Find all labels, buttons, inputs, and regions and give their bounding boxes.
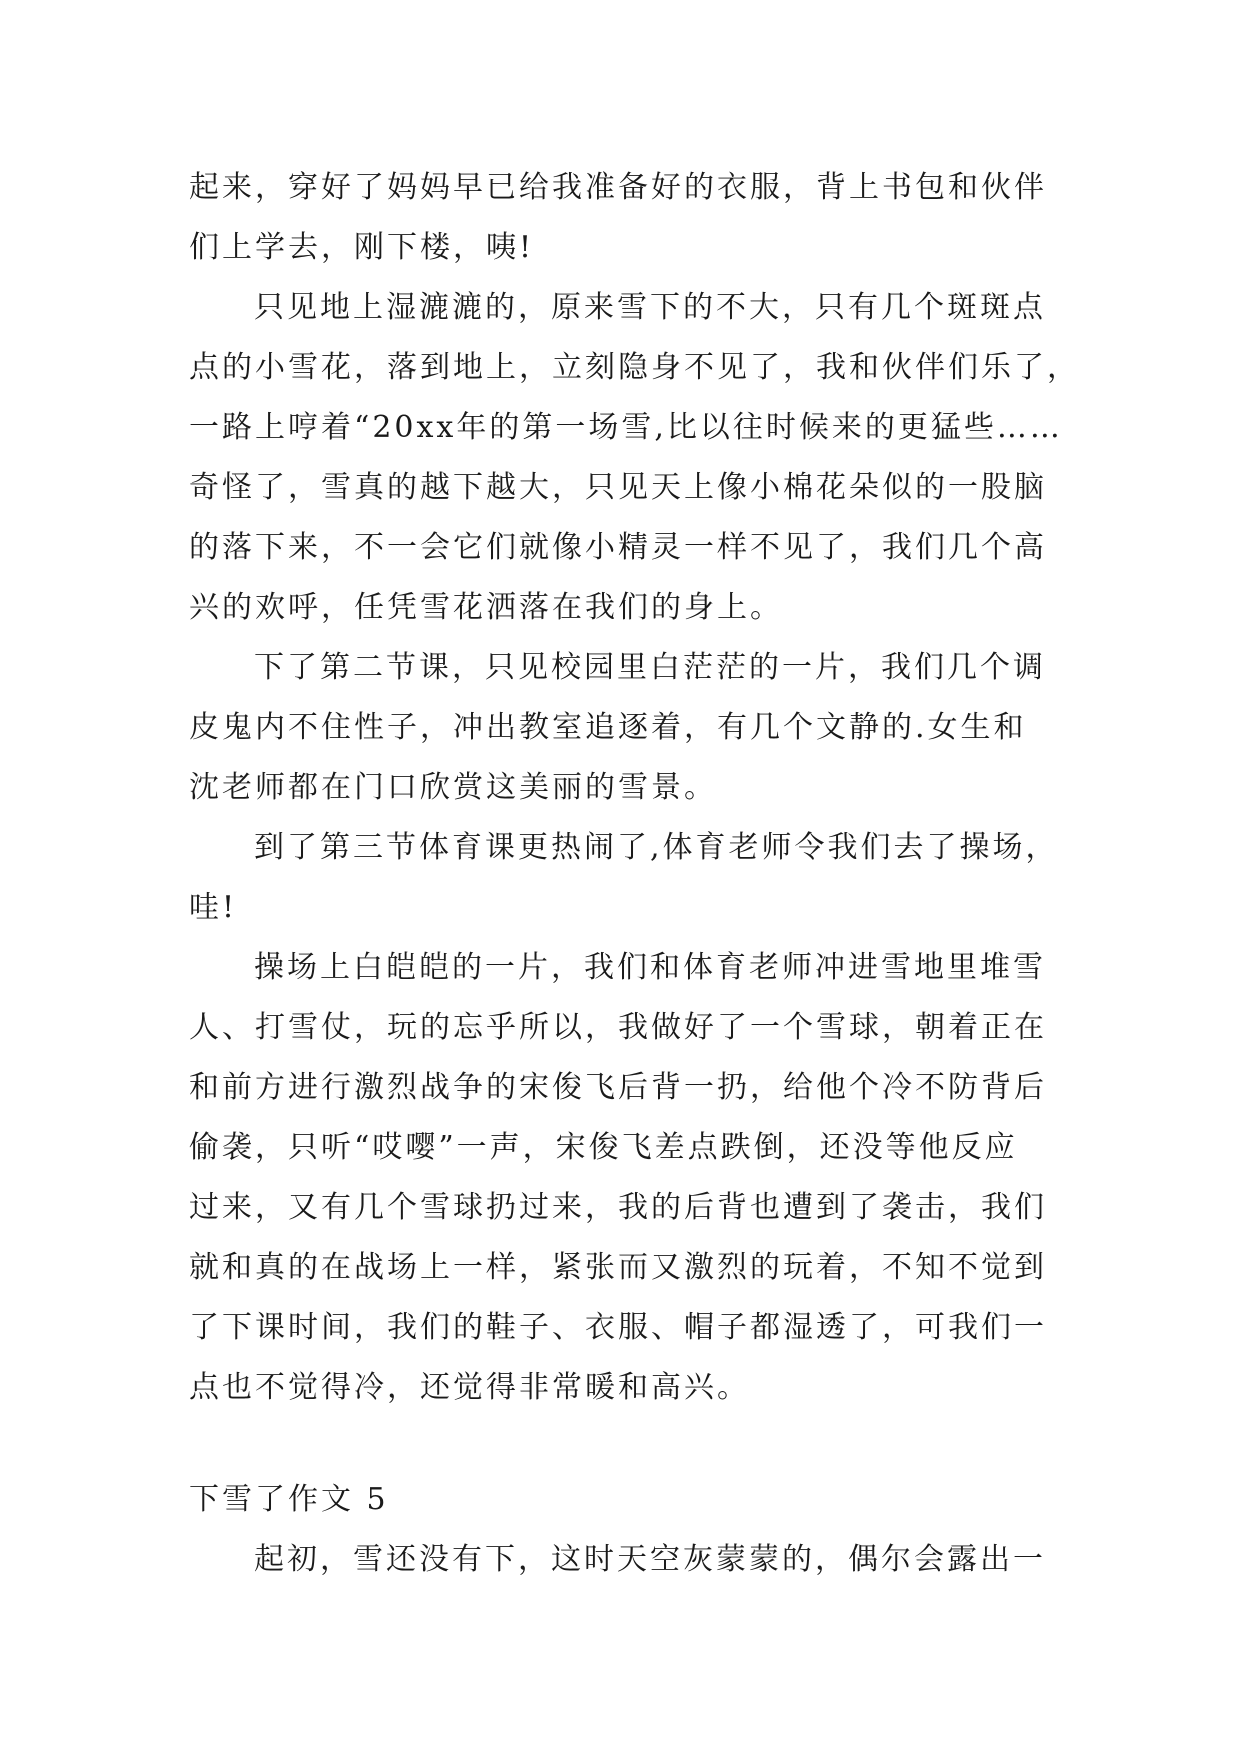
paragraph-1 bbox=[189, 158, 1057, 278]
text-line: 们上学去，刚下楼，咦! bbox=[189, 230, 535, 265]
text-line: 了下课时间，我们的鞋子、衣服、帽子都湿透了，可我们一 bbox=[189, 1310, 1047, 1345]
text-line: 过来，又有几个雪球扔过来，我的后背也遭到了袭击，我们 bbox=[189, 1190, 1047, 1225]
text-line: 一路上哼着“20xx年的第一场雪,比以往时候来的更猛些…… bbox=[189, 410, 1063, 445]
section-spacer bbox=[189, 1418, 1057, 1470]
text-line: 点也不觉得冷，还觉得非常暖和高兴。 bbox=[189, 1370, 750, 1405]
text-line: 起来，穿好了妈妈早已给我准备好的衣服，背上书包和伙伴 bbox=[189, 170, 1047, 205]
text-line: 操场上白皑皑的一片，我们和体育老师冲进雪地里堆雪 bbox=[254, 950, 1046, 985]
text-line: 只见地上湿漉漉的，原来雪下的不大，只有几个斑斑点 bbox=[254, 290, 1046, 325]
paragraph-2 bbox=[189, 278, 1080, 638]
section-heading: 下雪了作文 5 bbox=[189, 1482, 389, 1517]
text-line: 起初，雪还没有下，这时天空灰蒙蒙的，偶尔会露出一 bbox=[254, 1542, 1046, 1577]
paragraph-3 bbox=[189, 638, 1057, 818]
essay-body bbox=[189, 158, 1080, 1590]
text-line: 人、打雪仗，玩的忘乎所以，我做好了一个雪球，朝着正在 bbox=[189, 1010, 1047, 1045]
text-line: 兴的欢呼，任凭雪花洒落在我们的身上。 bbox=[189, 590, 783, 625]
text-line: 下了第二节课，只见校园里白茫茫的一片，我们几个调 bbox=[254, 650, 1046, 685]
text-line: 皮鬼内不住性子，冲出教室追逐着，有几个文静的.女生和 bbox=[189, 710, 1027, 745]
text-line: 的落下来，不一会它们就像小精灵一样不见了，我们几个高 bbox=[189, 530, 1047, 565]
text-line: 沈老师都在门口欣赏这美丽的雪景。 bbox=[189, 770, 717, 805]
text-line: 哇! bbox=[189, 890, 238, 925]
text-line: 和前方进行激烈战争的宋俊飞后背一扔，给他个冷不防背后 bbox=[189, 1070, 1047, 1105]
text-line: 点的小雪花，落到地上，立刻隐身不见了，我和伙伴们乐了， bbox=[189, 350, 1080, 385]
paragraph-6 bbox=[189, 1530, 1057, 1590]
text-line: 就和真的在战场上一样，紧张而又激烈的玩着，不知不觉到 bbox=[189, 1250, 1047, 1285]
text-line: 偷袭，只听“哎嘤”一声，宋俊飞差点跌倒，还没等他反应 bbox=[189, 1130, 1018, 1165]
text-line: 到了第三节体育课更热闹了,体育老师令我们去了操场， bbox=[254, 830, 1059, 865]
paragraph-5 bbox=[189, 938, 1057, 1418]
text-line: 奇怪了，雪真的越下越大，只见天上像小棉花朵似的一股脑 bbox=[189, 470, 1047, 505]
paragraph-4 bbox=[189, 818, 1057, 938]
